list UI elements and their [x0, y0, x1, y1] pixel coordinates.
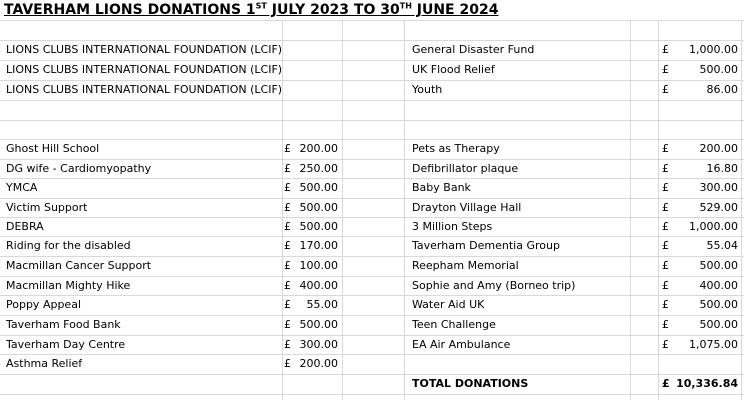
currency-symbol: £: [662, 377, 670, 390]
donation-name: Victim Support: [6, 201, 88, 214]
currency-symbol: £: [662, 259, 669, 272]
donation-amount: 1,075.00: [689, 338, 738, 351]
donation-name: EA Air Ambulance: [412, 338, 511, 351]
donation-name: YMCA: [6, 181, 38, 194]
currency-symbol: £: [284, 220, 291, 233]
donation-name: Macmillan Mighty Hike: [6, 279, 131, 292]
currency-symbol: £: [662, 279, 669, 292]
column-gridline: [342, 20, 343, 400]
column-gridline: [741, 20, 742, 400]
donation-amount: 16.80: [706, 162, 738, 175]
donation-amount: 55.04: [706, 239, 738, 252]
currency-symbol: £: [662, 338, 669, 351]
currency-symbol: £: [662, 142, 669, 155]
row-gridline: [0, 139, 744, 140]
donation-name: Taverham Dementia Group: [412, 239, 560, 252]
currency-symbol: £: [284, 142, 291, 155]
column-gridline: [282, 20, 283, 400]
donation-name: Riding for the disabled: [6, 239, 131, 252]
donation-amount: 200.00: [299, 142, 338, 155]
donation-amount: 400.00: [299, 279, 338, 292]
lcif-purpose: General Disaster Fund: [412, 43, 535, 56]
row-gridline: [0, 120, 744, 121]
donation-amount: 500.00: [299, 220, 338, 233]
donation-amount: 200.00: [299, 357, 338, 370]
donation-amount: 1,000.00: [689, 220, 738, 233]
donation-amount: 100.00: [299, 259, 338, 272]
donation-name: Asthma Relief: [6, 357, 83, 370]
column-gridline: [658, 20, 659, 400]
lcif-amount: 500.00: [699, 63, 738, 76]
row-gridline: [0, 198, 744, 199]
donation-name: Taverham Food Bank: [6, 318, 121, 331]
column-gridline: [404, 20, 405, 400]
currency-symbol: £: [662, 162, 669, 175]
donation-name: Poppy Appeal: [6, 298, 81, 311]
donation-amount: 170.00: [299, 239, 338, 252]
donation-amount: 500.00: [699, 298, 738, 311]
donation-name: Reepham Memorial: [412, 259, 519, 272]
currency-symbol: £: [662, 318, 669, 331]
currency-symbol: £: [284, 279, 291, 292]
lcif-amount: 1,000.00: [689, 43, 738, 56]
donation-name: Sophie and Amy (Borneo trip): [412, 279, 576, 292]
row-gridline: [0, 20, 744, 21]
currency-symbol: £: [662, 43, 669, 56]
currency-symbol: £: [662, 298, 669, 311]
currency-symbol: £: [284, 201, 291, 214]
currency-symbol: £: [284, 239, 291, 252]
row-gridline: [0, 217, 744, 218]
lcif-org: LIONS CLUBS INTERNATIONAL FOUNDATION (LCIF): [6, 43, 283, 56]
lcif-org: LIONS CLUBS INTERNATIONAL FOUNDATION (LCIF): [6, 63, 283, 76]
donation-amount: 300.00: [299, 338, 338, 351]
donation-name: Pets as Therapy: [412, 142, 500, 155]
donation-amount: 500.00: [299, 318, 338, 331]
row-gridline: [0, 374, 744, 375]
donation-amount: 500.00: [699, 259, 738, 272]
column-gridline: [630, 20, 631, 400]
currency-symbol: £: [284, 181, 291, 194]
donation-name: DEBRA: [6, 220, 44, 233]
donation-amount: 300.00: [699, 181, 738, 194]
currency-symbol: £: [284, 357, 291, 370]
donation-amount: 400.00: [699, 279, 738, 292]
donation-name: Drayton Village Hall: [412, 201, 522, 214]
donation-name: Taverham Day Centre: [6, 338, 126, 351]
row-gridline: [0, 100, 744, 101]
donation-amount: 200.00: [699, 142, 738, 155]
donation-name: Teen Challenge: [412, 318, 496, 331]
donation-amount: 500.00: [699, 318, 738, 331]
donation-name: Defibrillator plaque: [412, 162, 519, 175]
total-label: TOTAL DONATIONS: [412, 377, 529, 390]
currency-symbol: £: [284, 318, 291, 331]
currency-symbol: £: [662, 220, 669, 233]
currency-symbol: £: [662, 201, 669, 214]
lcif-amount: 86.00: [706, 83, 738, 96]
total-amount: 10,336.84: [676, 377, 738, 390]
currency-symbol: £: [662, 181, 669, 194]
donation-amount: 500.00: [299, 181, 338, 194]
page-title: TAVERHAM LIONS DONATIONS 1ST JULY 2023 TO 30TH JUNE 2024: [4, 1, 499, 18]
lcif-purpose: Youth: [412, 83, 443, 96]
donation-name: Baby Bank: [412, 181, 471, 194]
currency-symbol: £: [284, 162, 291, 175]
lcif-purpose: UK Flood Relief: [412, 63, 495, 76]
donation-name: Ghost Hill School: [6, 142, 100, 155]
lcif-org: LIONS CLUBS INTERNATIONAL FOUNDATION (LCIF): [6, 83, 283, 96]
donation-amount: 529.00: [699, 201, 738, 214]
donation-name: DG wife - Cardiomyopathy: [6, 162, 152, 175]
row-gridline: [0, 178, 744, 179]
currency-symbol: £: [284, 338, 291, 351]
row-gridline: [0, 394, 744, 395]
donation-amount: 250.00: [299, 162, 338, 175]
row-gridline: [0, 295, 744, 296]
currency-symbol: £: [662, 239, 669, 252]
row-gridline: [0, 354, 744, 355]
donation-name: 3 Million Steps: [412, 220, 493, 233]
currency-symbol: £: [662, 83, 669, 96]
donation-amount: 55.00: [306, 298, 338, 311]
donation-name: Water Aid UK: [412, 298, 485, 311]
currency-symbol: £: [662, 63, 669, 76]
currency-symbol: £: [284, 298, 291, 311]
donation-amount: 500.00: [299, 201, 338, 214]
donation-name: Macmillan Cancer Support: [6, 259, 152, 272]
currency-symbol: £: [284, 259, 291, 272]
